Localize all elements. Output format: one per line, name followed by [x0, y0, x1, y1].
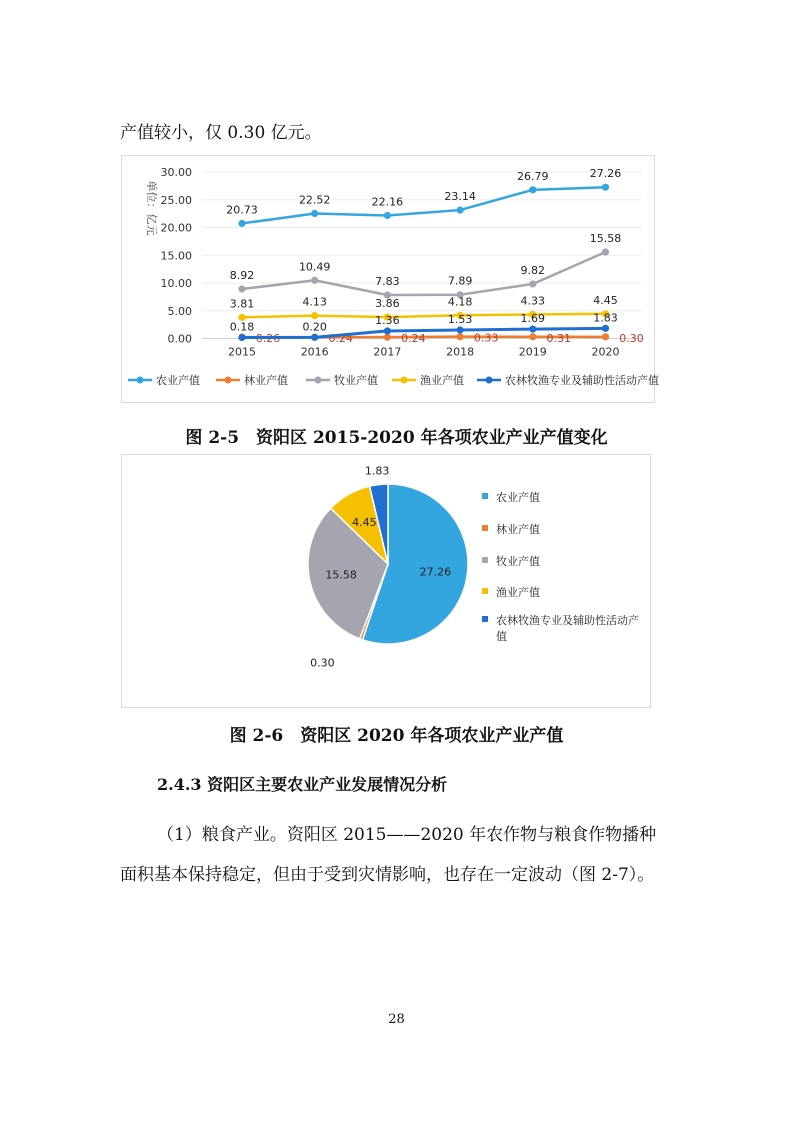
data-label: 0.31	[546, 331, 572, 345]
y-axis-unit-label: 单位：亿元	[145, 180, 158, 236]
y-tick-label: 20.00	[160, 221, 192, 235]
data-point	[529, 280, 536, 287]
y-tick-label: 25.00	[160, 193, 192, 207]
data-point	[457, 206, 464, 213]
y-tick-label: 10.00	[160, 277, 192, 290]
pie-legend-item	[482, 553, 642, 569]
series-line	[242, 252, 606, 295]
data-point	[311, 210, 318, 217]
data-label: 0.24	[328, 332, 353, 346]
data-label: 0.26	[255, 332, 281, 346]
data-point	[238, 285, 245, 292]
data-point	[457, 333, 464, 340]
data-label: 0.20	[302, 320, 327, 334]
data-label: 4.45	[593, 293, 618, 307]
data-label: 1.69	[520, 312, 546, 326]
data-label: 3.86	[375, 297, 400, 311]
pie-legend-item	[482, 584, 642, 600]
x-tick-label: 2019	[518, 345, 547, 359]
pie-data-label: 1.83	[364, 464, 390, 478]
data-label: 4.33	[520, 294, 546, 308]
legend-line-marker	[306, 375, 330, 385]
data-point	[602, 325, 609, 332]
legend-swatch	[482, 557, 488, 563]
legend-label: 牧业产值	[496, 555, 540, 568]
data-point	[602, 184, 609, 191]
data-point	[311, 312, 318, 319]
pie-data-label: 4.45	[352, 516, 377, 530]
data-label: 1.83	[593, 311, 618, 325]
legend-item	[392, 372, 464, 388]
y-tick-label: 30.00	[160, 166, 192, 179]
data-point	[384, 212, 391, 219]
legend-item	[306, 372, 378, 388]
data-point	[384, 327, 391, 334]
x-tick-label: 2016	[300, 345, 329, 359]
legend-line-marker	[128, 375, 152, 385]
paragraph-line-2: 面积基本保持稳定，但由于受到灾情影响，也存在一定波动（图 2-7）。	[120, 865, 655, 885]
series-1	[226, 167, 621, 227]
data-point	[602, 248, 609, 255]
legend-label: 农业产值	[496, 491, 540, 504]
figure-2-6-caption: 图 2-6 资阳区 2020 年各项农业产业产值	[229, 726, 564, 746]
legend-swatch	[482, 525, 488, 531]
pie-data-label: 27.26	[419, 565, 452, 579]
data-point	[602, 333, 609, 340]
x-tick-label: 2015	[228, 345, 256, 359]
section-heading: 2.4.3 资阳区主要农业产业发展情况分析	[157, 775, 448, 794]
legend-label: 农林牧渔专业及辅助性活动产值	[505, 374, 659, 387]
pie-legend-item	[482, 612, 642, 644]
legend-item	[216, 372, 288, 388]
data-point	[311, 277, 318, 284]
legend-item	[477, 372, 659, 388]
legend-label: 农林牧渔专业及辅助性活动产值	[496, 614, 639, 643]
legend-line-marker	[392, 375, 416, 385]
data-label: 7.83	[375, 275, 400, 289]
series-4	[230, 294, 618, 321]
data-point	[529, 333, 536, 340]
legend-swatch	[482, 588, 488, 594]
pie-data-label: 15.58	[325, 568, 357, 582]
figure-2-5-caption: 图 2-5 资阳区 2015-2020 年各项农业产业产值变化	[185, 428, 608, 448]
data-point	[238, 334, 245, 341]
data-label: 1.53	[447, 313, 473, 327]
legend-swatch	[482, 493, 488, 499]
x-tick-label: 2018	[446, 345, 475, 359]
intro-text: 产值较小，仅 0.30 亿元。	[120, 123, 322, 143]
pie-legend-item	[482, 489, 642, 505]
data-point	[457, 326, 464, 333]
data-label: 7.89	[447, 274, 473, 288]
data-label: 23.14	[444, 190, 476, 204]
y-tick-label: 15.00	[160, 249, 192, 263]
series-3	[230, 232, 622, 299]
data-label: 22.16	[371, 195, 404, 209]
data-label: 15.58	[589, 232, 622, 246]
data-point	[384, 334, 391, 341]
series-line	[242, 187, 606, 223]
data-label: 9.82	[520, 263, 546, 277]
x-tick-label: 2017	[373, 345, 402, 359]
pie-data-label: 0.30	[310, 656, 335, 670]
legend-label: 农业产值	[156, 374, 200, 387]
legend-label: 林业产值	[244, 374, 288, 387]
legend-swatch	[482, 616, 488, 622]
series-line	[242, 314, 606, 318]
data-point	[311, 334, 318, 341]
line-chart	[122, 156, 654, 402]
data-label: 3.81	[229, 297, 255, 311]
pie-chart-frame	[121, 454, 651, 708]
data-label: 0.24	[401, 332, 426, 346]
pie-legend-item	[482, 521, 642, 537]
data-label: 10.49	[298, 260, 331, 274]
legend-item	[128, 372, 200, 388]
data-label: 22.52	[298, 193, 331, 207]
y-tick-label: 0.00	[167, 332, 192, 346]
x-tick-label: 2020	[591, 345, 620, 359]
data-label: 20.73	[226, 203, 258, 217]
data-point	[529, 186, 536, 193]
data-point	[529, 326, 536, 333]
legend-line-marker	[477, 375, 501, 385]
legend-label: 林业产值	[496, 523, 540, 536]
data-label: 26.79	[517, 169, 549, 183]
legend-line-marker	[216, 375, 240, 385]
legend-label: 渔业产值	[420, 374, 464, 387]
data-label: 4.13	[302, 295, 327, 309]
legend-label: 牧业产值	[334, 374, 378, 387]
data-label: 0.30	[619, 331, 644, 345]
data-label: 0.33	[473, 331, 499, 345]
data-label: 27.26	[589, 167, 622, 181]
data-point	[238, 220, 245, 227]
data-label: 0.18	[229, 320, 255, 334]
y-tick-label: 5.00	[167, 304, 192, 318]
page-number: 28	[388, 1012, 405, 1027]
data-label: 8.92	[229, 268, 255, 282]
paragraph-line-1: （1）粮食产业。资阳区 2015——2020 年农作物与粮食作物播种	[157, 825, 657, 845]
data-label: 1.36	[375, 313, 400, 327]
legend-label: 渔业产值	[496, 586, 540, 599]
line-chart-frame	[121, 155, 659, 403]
data-label: 4.18	[447, 295, 473, 309]
